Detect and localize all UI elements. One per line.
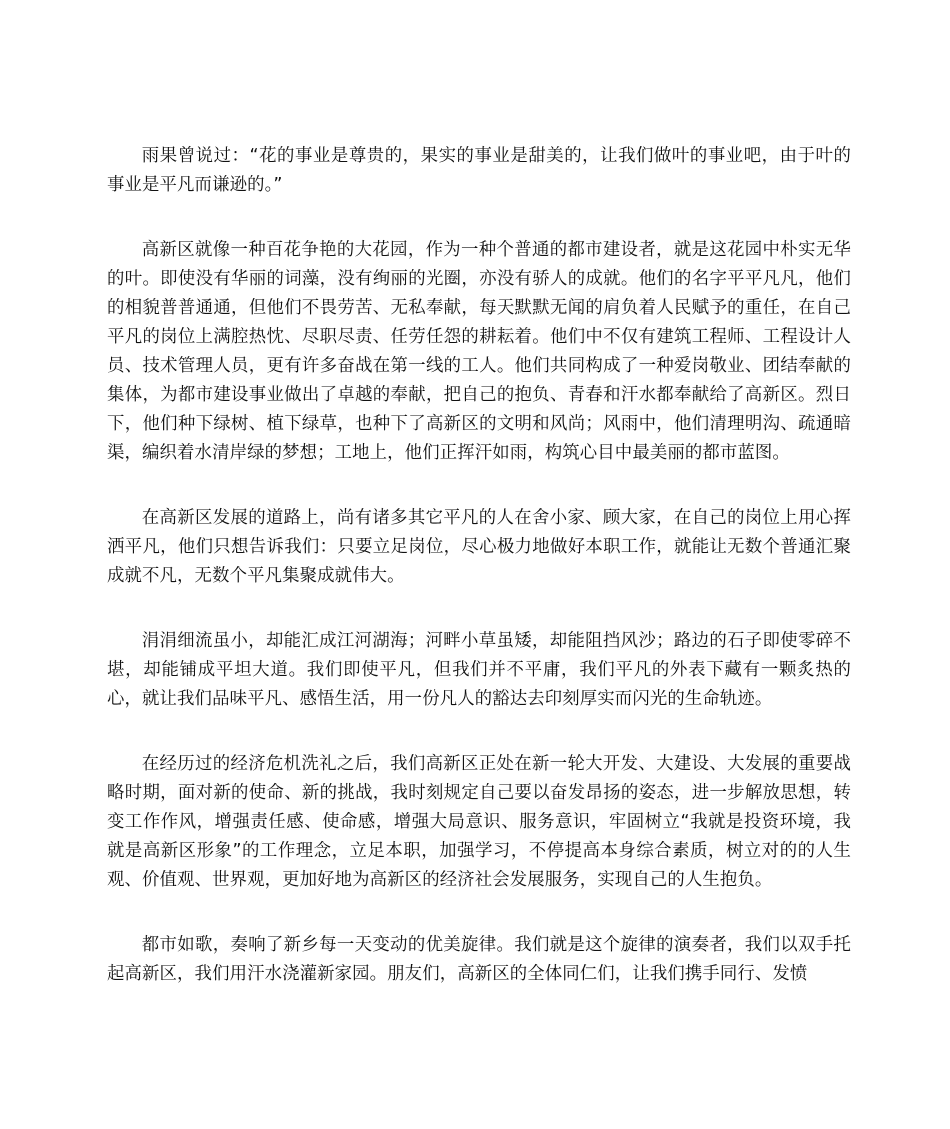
paragraph-quote: 雨果曾说过：“花的事业是尊贵的，果实的事业是甜美的，让我们做叶的事业吧，由于叶的事业是平凡而谦逊的。”	[107, 146, 851, 195]
paragraph-ordinary-people: 在高新区发展的道路上，尚有诸多其它平凡的人在舍小家、顾大家，在自己的岗位上用心挥洒平凡，他们只想告诉我们：只要立足岗位，尽心极力地做好本职工作，就能让无数个普通汇聚成就不凡，无数个平凡集聚成就伟大。	[107, 508, 851, 586]
paragraph-development: 在经历过的经济危机洗礼之后，我们高新区正处在新一轮大开发、大建设、大发展的重要战略时期，面对新的使命、新的挑战，我时刻规定自己要以奋发昂扬的姿态，进一步解放思想，转变工作作风，增强责任感、使命感，增强大局意识、服务意识，牢固树立“我就是投资环境，我就是高新区形象”的工作理念，立足本职，加强学习，不停提高本身综合素质，树立对的的人生观、价值观、世界观，更加好地为高新区的经济社会发展服务，实现自己的人生抱负。	[107, 754, 851, 890]
paragraph-garden: 高新区就像一种百花争艳的大花园，作为一种个普通的都市建设者，就是这花园中朴实无华的叶。即使没有华丽的词藻，没有绚丽的光圈，亦没有骄人的成就。他们的名字平平凡凡，他们的相貌普普通通，但他们不畏劳苦、无私奉献，每天默默无闻的肩负着人民赋予的重任，在自己平凡的岗位上满腔热忱、尽职尽责、任劳任怨的耕耘着。他们中不仅有建筑工程师、工程设计人员、技术管理人员，更有许多奋战在第一线的工人。他们共同构成了一种爱岗敬业、团结奉献的集体，为都市建设事业做出了卓越的奉献，把自己的抱负、青春和汗水都奉献给了高新区。烈日下，他们种下绿树、植下绿草，也种下了高新区的文明和风尚；风雨中，他们清理明沟、疏通暗渠，编织着水清岸绿的梦想；工地上，他们正挥汗如雨，构筑心目中最美丽的都市蓝图。	[107, 240, 851, 463]
document-page	[107, 142, 851, 989]
paragraph-city-song: 都市如歌，奏响了新乡每一天变动的优美旋律。我们就是这个旋律的演奏者，我们以双手托起高新区，我们用汗水浇灌新家园。朋友们，高新区的全体同仁们，让我们携手同行、发愤	[107, 935, 851, 984]
paragraph-streams: 涓涓细流虽小，却能汇成江河湖海；河畔小草虽矮，却能阻挡风沙；路边的石子即使零碎不堪，却能铺成平坦大道。我们即使平凡，但我们并不平庸，我们平凡的外表下藏有一颗炙热的心，就让我们品味平凡、感悟生活，用一份凡人的豁达去印刻厚实而闪光的生命轨迹。	[107, 631, 851, 709]
